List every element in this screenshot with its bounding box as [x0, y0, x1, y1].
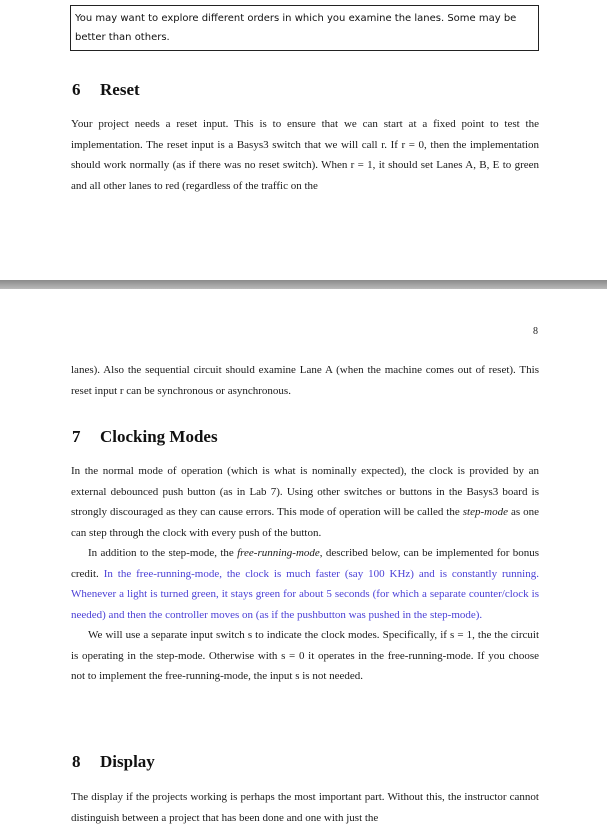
para1-text-b: as one can step through the clock with every push of the button.: [71, 506, 540, 539]
section-7-number: 7: [72, 427, 81, 446]
para3-text: We will use a separate input switch s to indicate the clock modes. Specifically, if s = 1, the the circuit is operating in the step-mode. Otherwise with s = 0 it operates in the free-running-mode. If you choose not to implement the free-running-mode, the input s is not needed.: [71, 629, 539, 682]
section-7-paragraph-2: [71, 543, 539, 625]
section-6-heading: [72, 80, 140, 100]
section-7-paragraph-1: [71, 461, 539, 543]
document-page-lower: [0, 289, 607, 824]
note-box: [70, 5, 539, 51]
section-6-paragraph: Your project needs a reset input. This is to ensure that we can start at a fixed point to test the implementation. The reset input is a Basys3 switch that we will call r. If r = 0, then the implementation should work normally (as if there was no reset switch). When r = 1, it should set Lanes A, B, E to green and all other lanes to red (regardless of the traffic on the: [71, 118, 539, 192]
para2-text-a: In addition to the step-mode, the: [88, 547, 238, 559]
para1-text-a: In the normal mode of operation (which is what is nominally expected), the clock is provided by an external debounced push button (as in Lab 7). Using other switches or buttons in the Basys3 board is strongly discouraged as they can cause errors. This mode of operation will be called the: [71, 465, 539, 518]
para2-text-b: , described below, can be implemented for bonus credit.: [71, 547, 539, 580]
section-7-paragraphs: [71, 461, 539, 687]
section-6-title: Reset: [100, 80, 140, 99]
page-number: 8: [533, 326, 538, 337]
section-7-heading: [72, 427, 218, 447]
section-6-number: 6: [72, 80, 81, 99]
section-8-title: Display: [100, 752, 155, 771]
section-8-number: 8: [72, 752, 81, 771]
section-8-paragraph: The display if the projects working is perhaps the most important part. Without this, the instructor cannot distinguish between a project that has been done and one with just the: [71, 791, 539, 824]
document-page-upper: [0, 0, 607, 280]
page-break: [0, 280, 607, 289]
section-8-heading: [72, 752, 155, 772]
step-mode-term: step-mode: [462, 506, 508, 518]
highlighted-text: In the free-running-mode, the clock is much faster (say 100 KHz) and is constantly running. Whenever a light is turned green, it stays green for about 5 seconds (for which a separate counter/clock is needed) and then the controller moves on (as if the pushbutton was pushed in the step-mode).: [71, 567, 539, 621]
section-6-continued-paragraph: lanes). Also the sequential circuit should examine Lane A (when the machine comes out of reset). This reset input r can be synchronous or asynchronous.: [71, 364, 539, 397]
section-7-title: Clocking Modes: [100, 427, 218, 446]
note-box-text: You may want to explore different orders in which you examine the lanes. Some may be better than others.: [75, 13, 517, 43]
section-7-paragraph-3: [71, 625, 539, 687]
free-running-mode-term: free-running-mode: [237, 547, 320, 559]
